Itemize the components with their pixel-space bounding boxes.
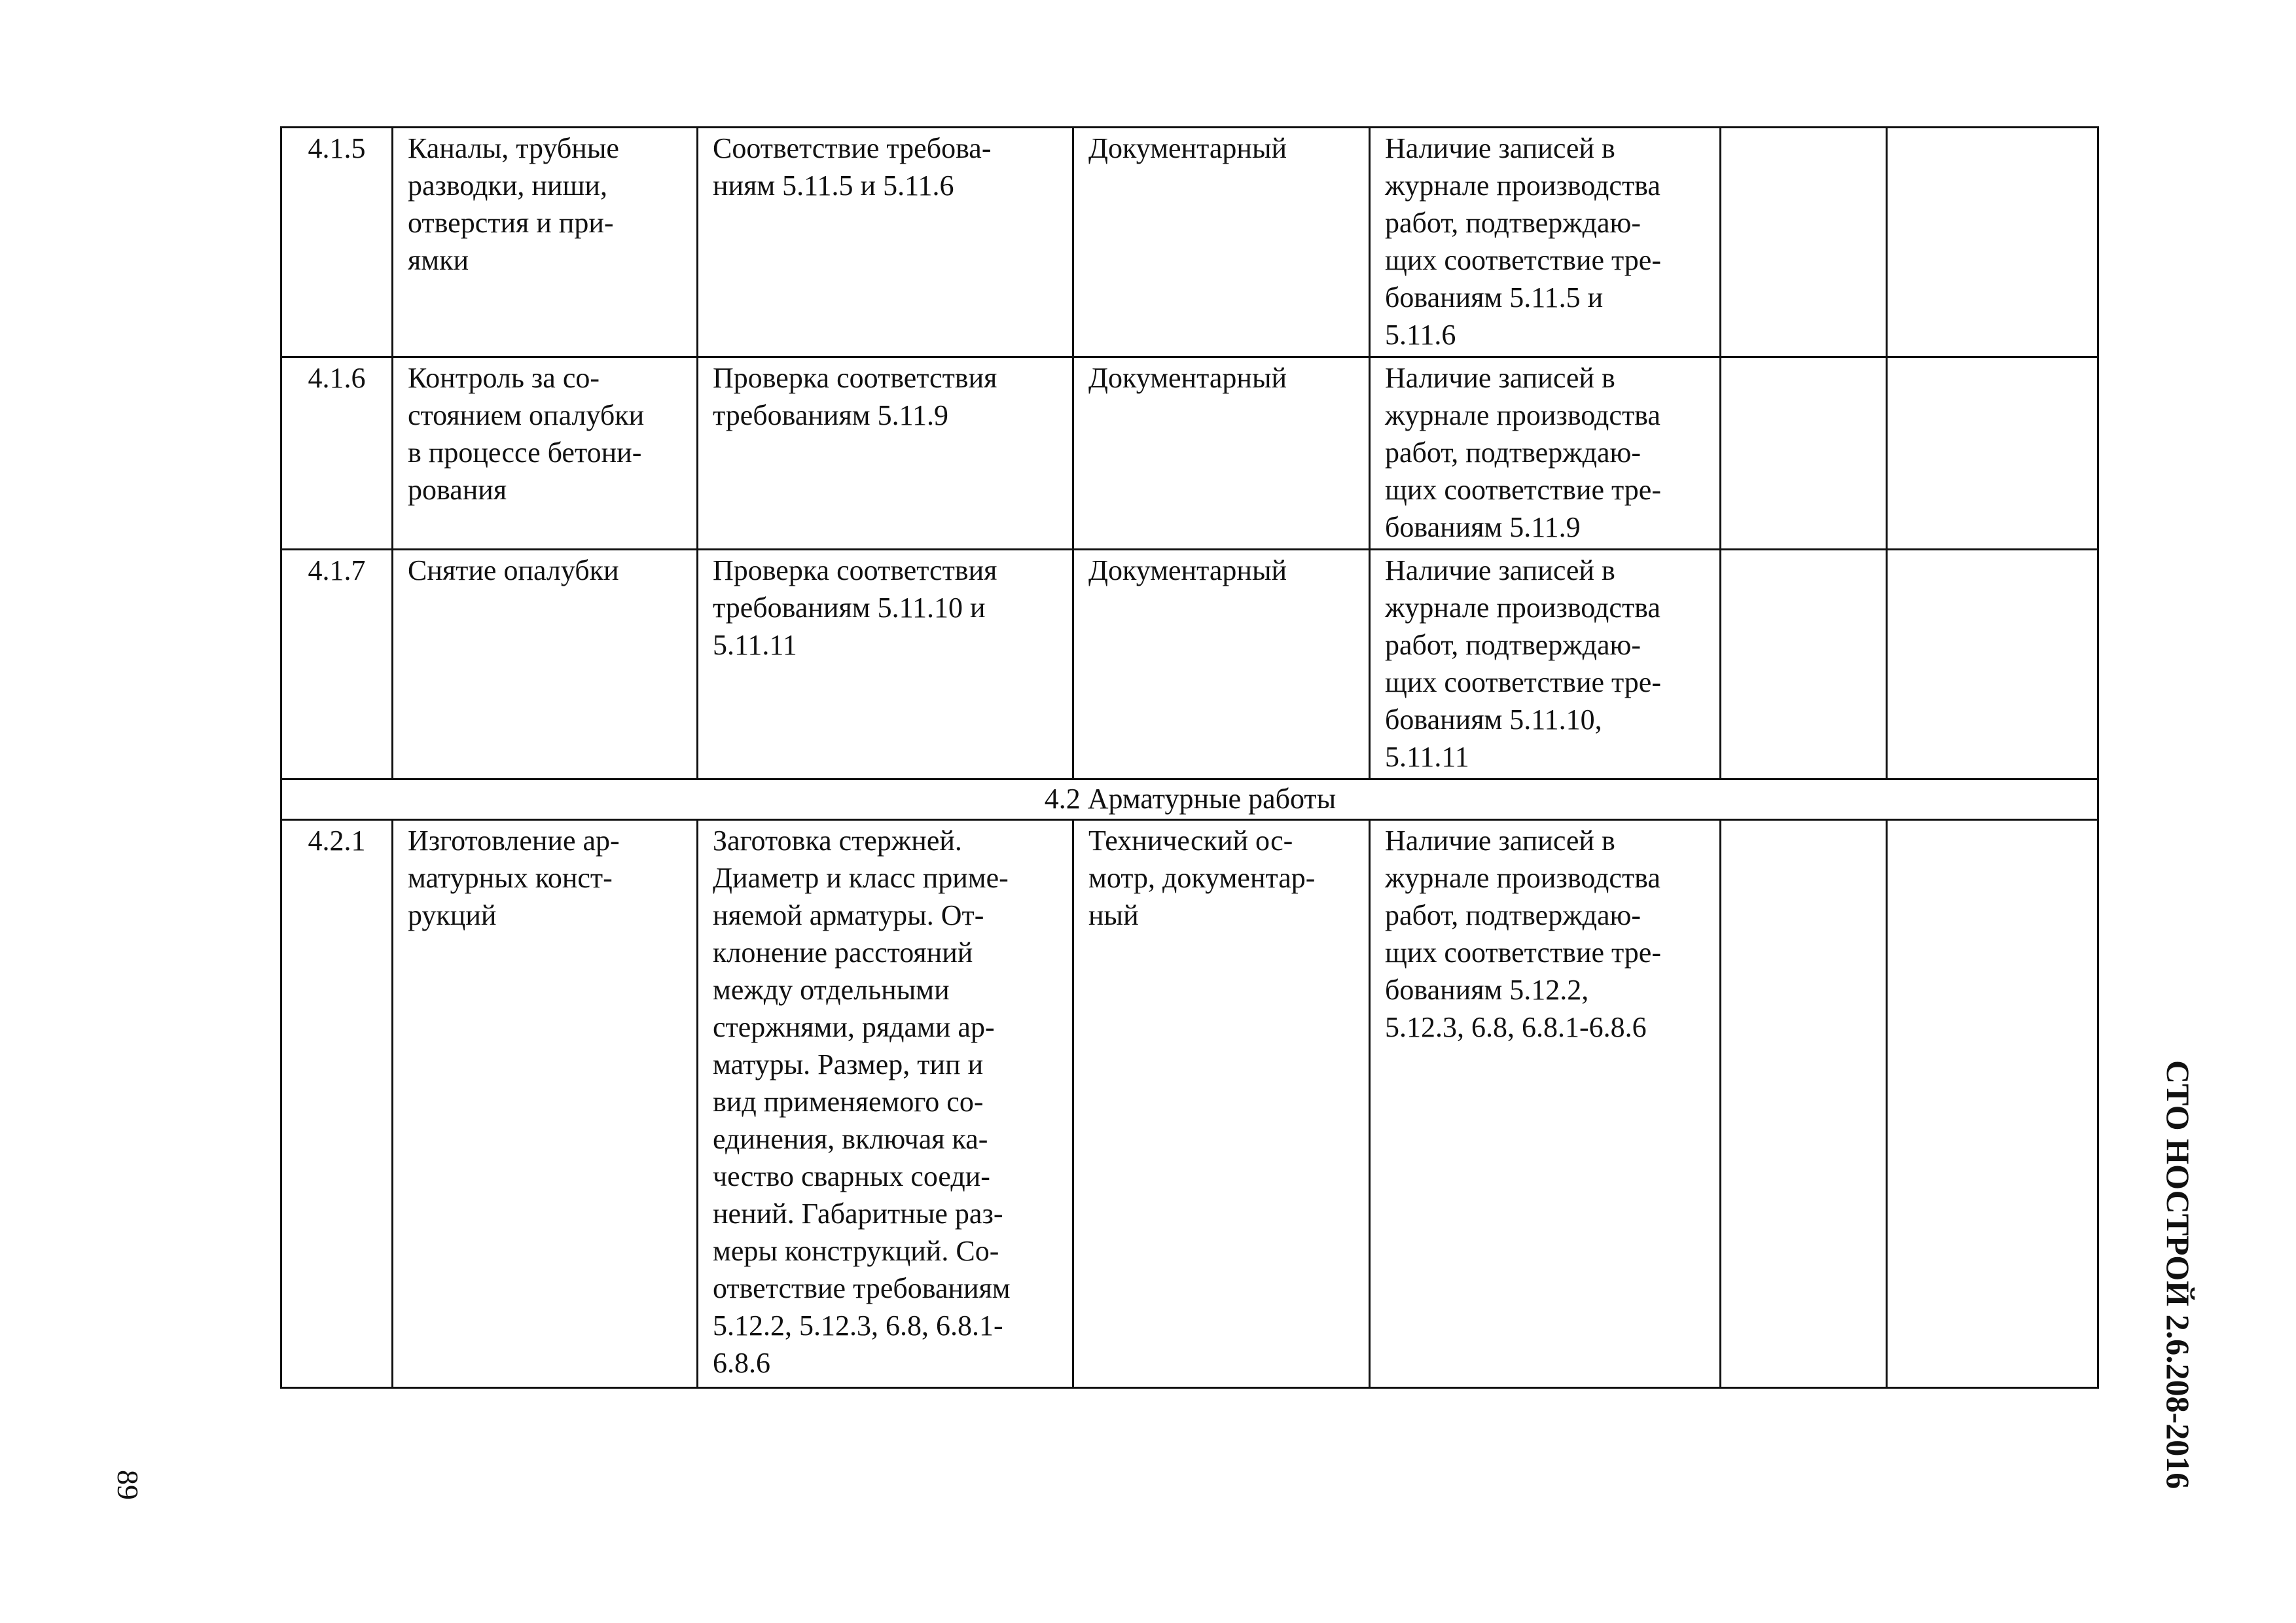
table-row xyxy=(281,357,2098,550)
empty-cell xyxy=(1887,128,2098,357)
table-row xyxy=(281,820,2098,1388)
empty-cell xyxy=(1721,550,1887,779)
control-method: Документарный xyxy=(1073,357,1370,550)
control-object: Снятие опалубки xyxy=(393,550,698,779)
empty-cell xyxy=(1887,550,2098,779)
checked-parameter: Заготовка стержней. Диаметр и класс приме- няемой арматуры. От- клонение расстояний между отдельными стержнями, рядами ар- матуры. Размер, тип и вид применяемого со- единения, включая ка- чество сварных соеди- нений. Габаритные раз- меры конструкций. Со- ответствие требованиям 5.12.2, 5.12.3, 6.8, 6.8.1- 6.8.6 xyxy=(698,820,1073,1388)
evaluation-criterion: Наличие записей в журнале производства работ, подтверждаю- щих соответствие тре- бованиям 5.11.5 и 5.11.6 xyxy=(1370,128,1721,357)
checked-parameter: Проверка соответствия требованиям 5.11.9 xyxy=(698,357,1073,550)
inspection-table xyxy=(280,126,2099,1389)
empty-cell xyxy=(1721,128,1887,357)
section-title: 4.2 Арматурные работы xyxy=(281,779,2098,820)
checked-parameter: Соответствие требова- ниям 5.11.5 и 5.11.6 xyxy=(698,128,1073,357)
document-code-title: СТО НОСТРОЙ 2.6.208-2016 xyxy=(2160,1060,2197,1489)
page-number: 89 xyxy=(111,1470,145,1500)
checked-parameter: Проверка соответствия требованиям 5.11.10 и 5.11.11 xyxy=(698,550,1073,779)
evaluation-criterion: Наличие записей в журнале производства работ, подтверждаю- щих соответствие тре- бованиям 5.11.10, 5.11.11 xyxy=(1370,550,1721,779)
empty-cell xyxy=(1887,820,2098,1388)
item-number: 4.2.1 xyxy=(281,820,393,1388)
evaluation-criterion: Наличие записей в журнале производства работ, подтверждаю- щих соответствие тре- бованиям 5.11.9 xyxy=(1370,357,1721,550)
control-object: Каналы, трубные разводки, ниши, отверстия и при- ямки xyxy=(393,128,698,357)
table-row xyxy=(281,550,2098,779)
control-method: Документарный xyxy=(1073,550,1370,779)
control-method: Технический ос- мотр, документар- ный xyxy=(1073,820,1370,1388)
item-number: 4.1.6 xyxy=(281,357,393,550)
empty-cell xyxy=(1721,820,1887,1388)
empty-cell xyxy=(1721,357,1887,550)
control-object: Изготовление ар- матурных конст- рукций xyxy=(393,820,698,1388)
item-number: 4.1.5 xyxy=(281,128,393,357)
control-object: Контроль за со- стоянием опалубки в процессе бетони- рования xyxy=(393,357,698,550)
item-number: 4.1.7 xyxy=(281,550,393,779)
section-row xyxy=(281,779,2098,820)
table-row xyxy=(281,128,2098,357)
control-method: Документарный xyxy=(1073,128,1370,357)
evaluation-criterion: Наличие записей в журнале производства работ, подтверждаю- щих соответствие тре- бованиям 5.12.2, 5.12.3, 6.8, 6.8.1-6.8.6 xyxy=(1370,820,1721,1388)
empty-cell xyxy=(1887,357,2098,550)
